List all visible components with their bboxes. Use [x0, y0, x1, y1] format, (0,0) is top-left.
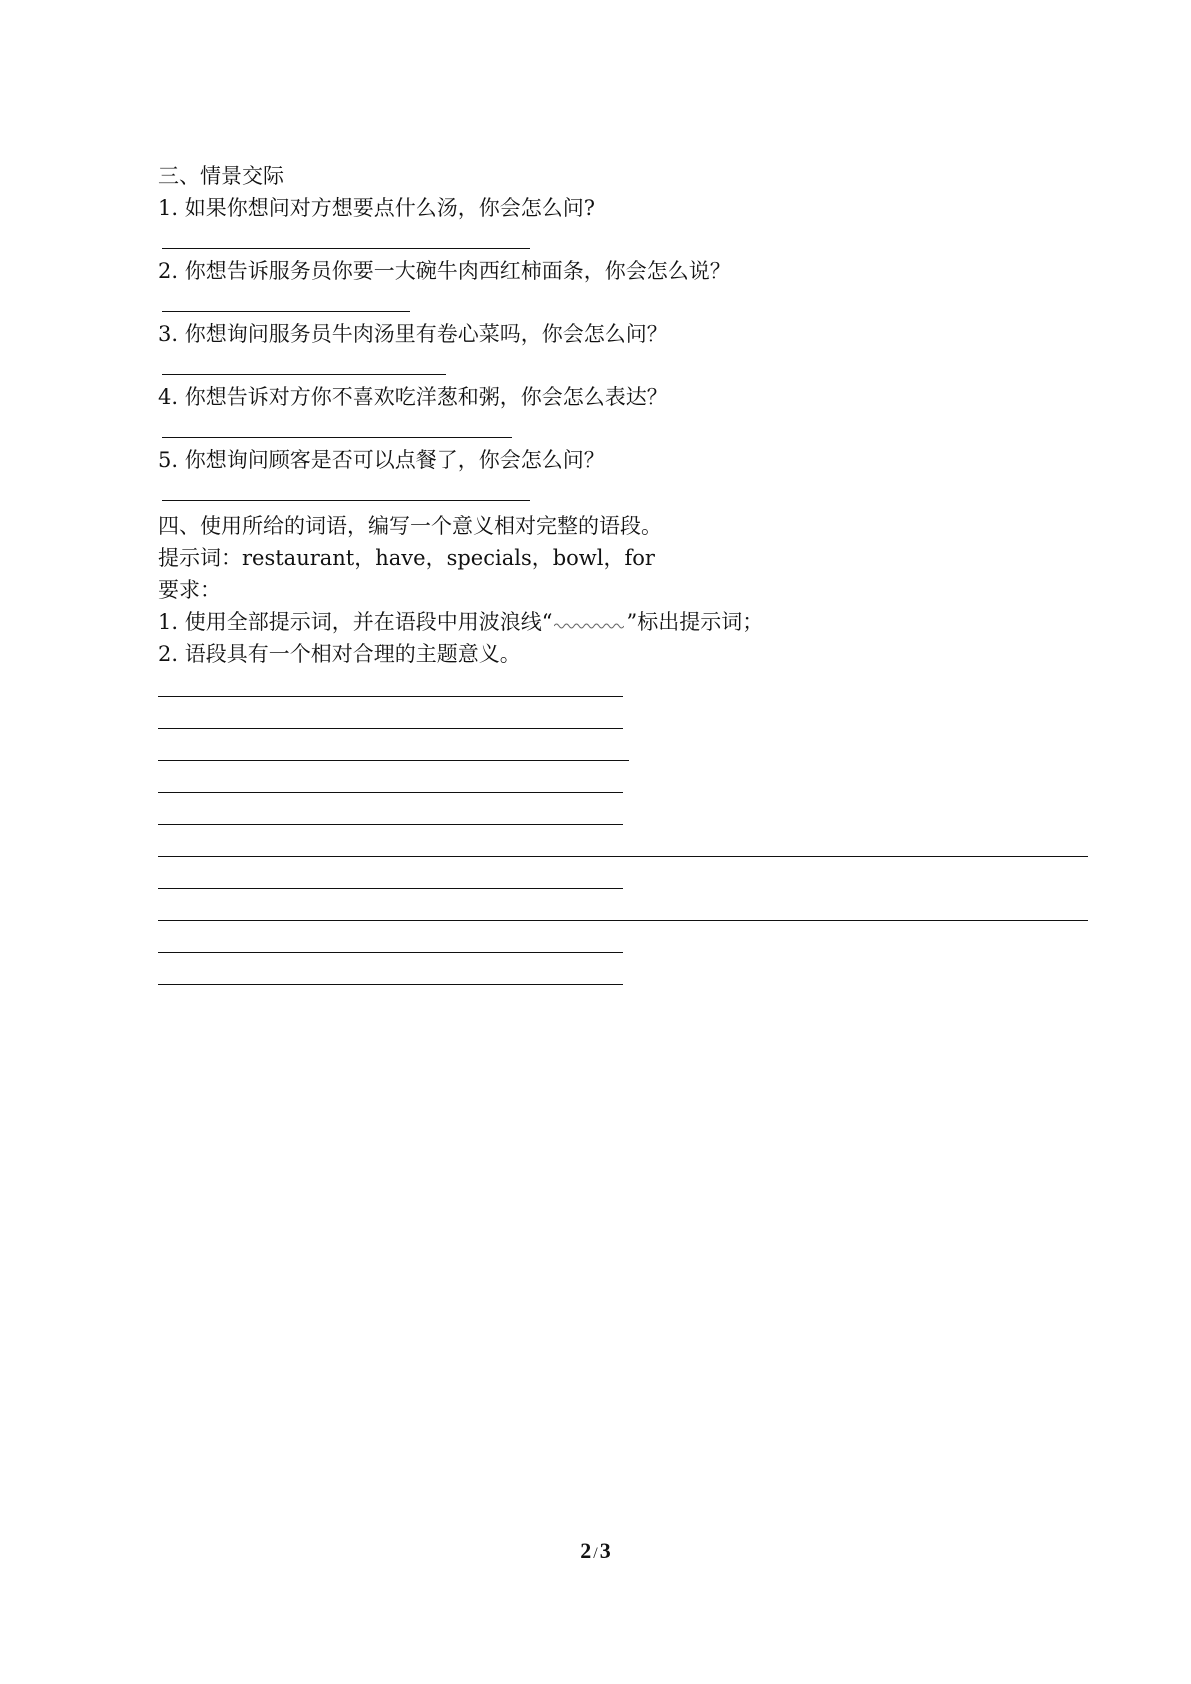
section3-title: 三、情景交际: [158, 164, 284, 188]
current-page: 2: [580, 1538, 592, 1563]
requirement-1-before: 1. 使用全部提示词，并在语段中用波浪线“: [158, 610, 553, 634]
writing-line-10[interactable]: [158, 984, 623, 985]
answer-line-1[interactable]: [162, 248, 530, 249]
hint-words: 提示词：restaurant，have，specials，bowl，for: [158, 546, 655, 570]
total-pages: 3: [599, 1538, 611, 1563]
page-separator: /: [593, 1545, 598, 1562]
requirement-1-after: ”标出提示词；: [626, 610, 764, 634]
answer-line-5[interactable]: [162, 500, 530, 501]
wavy-underline-icon: [554, 621, 624, 631]
writing-line-9[interactable]: [158, 952, 623, 953]
writing-line-8[interactable]: [158, 920, 1088, 921]
answer-line-2[interactable]: [162, 311, 410, 312]
requirements-label: 要求：: [158, 578, 221, 602]
answer-line-4[interactable]: [162, 437, 512, 438]
answer-line-3[interactable]: [162, 374, 446, 375]
writing-line-4[interactable]: [158, 792, 623, 793]
writing-line-6[interactable]: [158, 856, 1088, 857]
writing-line-7[interactable]: [158, 888, 623, 889]
writing-line-2[interactable]: [158, 728, 623, 729]
writing-line-1[interactable]: [158, 696, 623, 697]
requirement-1: [158, 608, 763, 636]
question-2: 2. 你想告诉服务员你要一大碗牛肉西红柿面条，你会怎么说？: [158, 259, 731, 283]
page-number: [0, 1538, 1191, 1564]
question-1: 1. 如果你想问对方想要点什么汤，你会怎么问?: [158, 196, 595, 220]
question-3: 3. 你想询问服务员牛肉汤里有卷心菜吗，你会怎么问？: [158, 322, 668, 346]
requirement-2: 2. 语段具有一个相对合理的主题意义。: [158, 642, 521, 666]
writing-line-5[interactable]: [158, 824, 623, 825]
section4-title: 四、使用所给的词语，编写一个意义相对完整的语段。: [158, 514, 662, 538]
writing-line-3[interactable]: [158, 760, 629, 761]
question-5: 5. 你想询问顾客是否可以点餐了，你会怎么问？: [158, 448, 605, 472]
question-4: 4. 你想告诉对方你不喜欢吃洋葱和粥，你会怎么表达？: [158, 385, 668, 409]
